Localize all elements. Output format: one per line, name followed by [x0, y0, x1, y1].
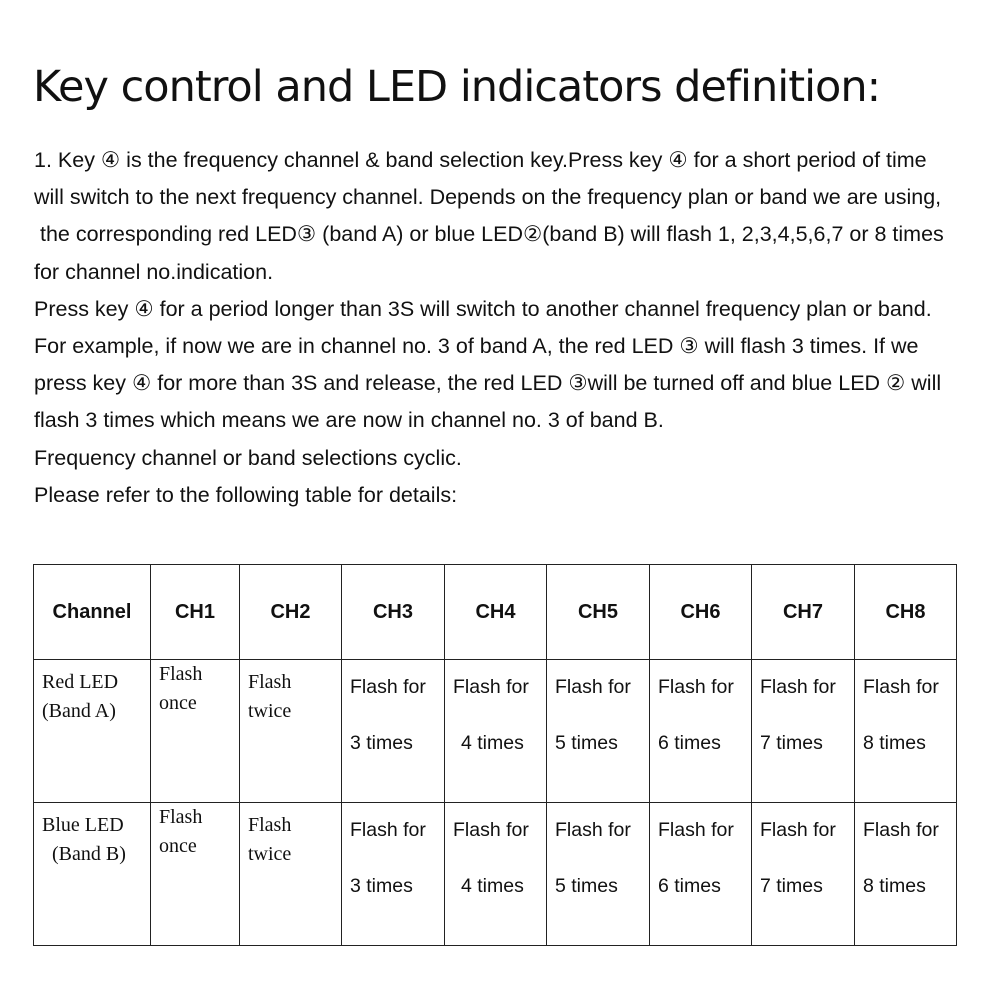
cell-line: 8 times [863, 875, 926, 897]
table-cell [240, 660, 342, 803]
table-cell [151, 803, 240, 946]
row-label-cell [34, 803, 151, 946]
cell-line: Flash [248, 814, 292, 836]
cell-line: 5 times [555, 732, 618, 754]
cell-line: 7 times [760, 875, 823, 897]
cell-line: Flash for [350, 819, 426, 841]
paragraph-line: Press key ④ for a period longer than 3S will switch to another channel frequency plan or band. [34, 296, 932, 321]
table-cell [752, 803, 855, 946]
led-indicator-table [33, 564, 957, 946]
paragraph-line: For example, if now we are in channel no. 3 of band A, the red LED ③ will flash 3 times. If we [34, 333, 919, 358]
cell-line: Flash for [760, 676, 836, 698]
cell-line: 8 times [863, 732, 926, 754]
table-cell [240, 803, 342, 946]
cell-line: Flash for [760, 819, 836, 841]
table-header-row [34, 565, 957, 660]
cell-line: 3 times [350, 732, 413, 754]
paragraph-line: 1. Key ④ is the frequency channel & band selection key.Press key ④ for a short period of time [34, 148, 927, 172]
cell-line: Flash for [453, 676, 529, 698]
paragraph-line: Please refer to the following table for details: [34, 482, 458, 507]
table-cell [445, 803, 547, 946]
cell-line: 7 times [760, 732, 823, 754]
header-ch7: CH7 [752, 565, 855, 660]
paragraph-line: Frequency channel or band selections cyclic. [34, 445, 462, 470]
table-cell [547, 660, 650, 803]
cell-line: 5 times [555, 875, 618, 897]
table-row-red-led [34, 660, 957, 803]
table-row-blue-led [34, 803, 957, 946]
header-ch6: CH6 [650, 565, 752, 660]
row-label-cell [34, 660, 151, 803]
header-ch3: CH3 [342, 565, 445, 660]
cell-line: Flash for [555, 676, 631, 698]
table-cell [342, 660, 445, 803]
paragraph-line: for channel no.indication. [34, 259, 274, 284]
row-label-line: Red LED [42, 671, 119, 693]
table-cell [855, 803, 957, 946]
table-cell [445, 660, 547, 803]
page-title: Key control and LED indicators definition: [33, 62, 881, 112]
table-cell [855, 660, 957, 803]
header-ch1: CH1 [151, 565, 240, 660]
cell-line: Flash [159, 663, 203, 685]
cell-line: twice [248, 843, 292, 865]
cell-line: once [159, 835, 197, 857]
table-cell [342, 803, 445, 946]
header-ch5: CH5 [547, 565, 650, 660]
table-cell [151, 660, 240, 803]
cell-line: 6 times [658, 875, 721, 897]
table-cell [650, 660, 752, 803]
cell-line: Flash for [350, 676, 426, 698]
table-cell [650, 803, 752, 946]
cell-line: Flash for [863, 676, 939, 698]
table-cell [752, 660, 855, 803]
cell-line: Flash [248, 671, 292, 693]
cell-line: Flash [159, 806, 203, 828]
cell-line: Flash for [658, 819, 734, 841]
cell-line: Flash for [658, 676, 734, 698]
row-label-line: (Band B) [52, 843, 126, 865]
cell-line: Flash for [555, 819, 631, 841]
cell-line: Flash for [863, 819, 939, 841]
header-ch2: CH2 [240, 565, 342, 660]
description-paragraph [34, 142, 994, 514]
table-cell [547, 803, 650, 946]
paragraph-line: flash 3 times which means we are now in channel no. 3 of band B. [34, 408, 664, 433]
header-ch4: CH4 [445, 565, 547, 660]
row-label-line: (Band A) [42, 700, 116, 722]
cell-line: once [159, 692, 197, 714]
paragraph-line: will switch to the next frequency channel. Depends on the frequency plan or band we are using, [34, 185, 942, 210]
row-label-line: Blue LED [42, 814, 124, 836]
cell-line: twice [248, 700, 292, 722]
header-channel: Channel [34, 565, 151, 660]
cell-line: 3 times [350, 875, 413, 897]
paragraph-line: press key ④ for more than 3S and release, the red LED ③will be turned off and blue LED ② will [34, 371, 942, 396]
header-ch8: CH8 [855, 565, 957, 660]
cell-line: 6 times [658, 732, 721, 754]
paragraph-line: the corresponding red LED③ (band A) or blue LED②(band B) will flash 1, 2,3,4,5,6,7 or 8 times [34, 222, 944, 247]
cell-line: 4 times [461, 732, 524, 754]
cell-line: Flash for [453, 819, 529, 841]
cell-line: 4 times [461, 875, 524, 897]
